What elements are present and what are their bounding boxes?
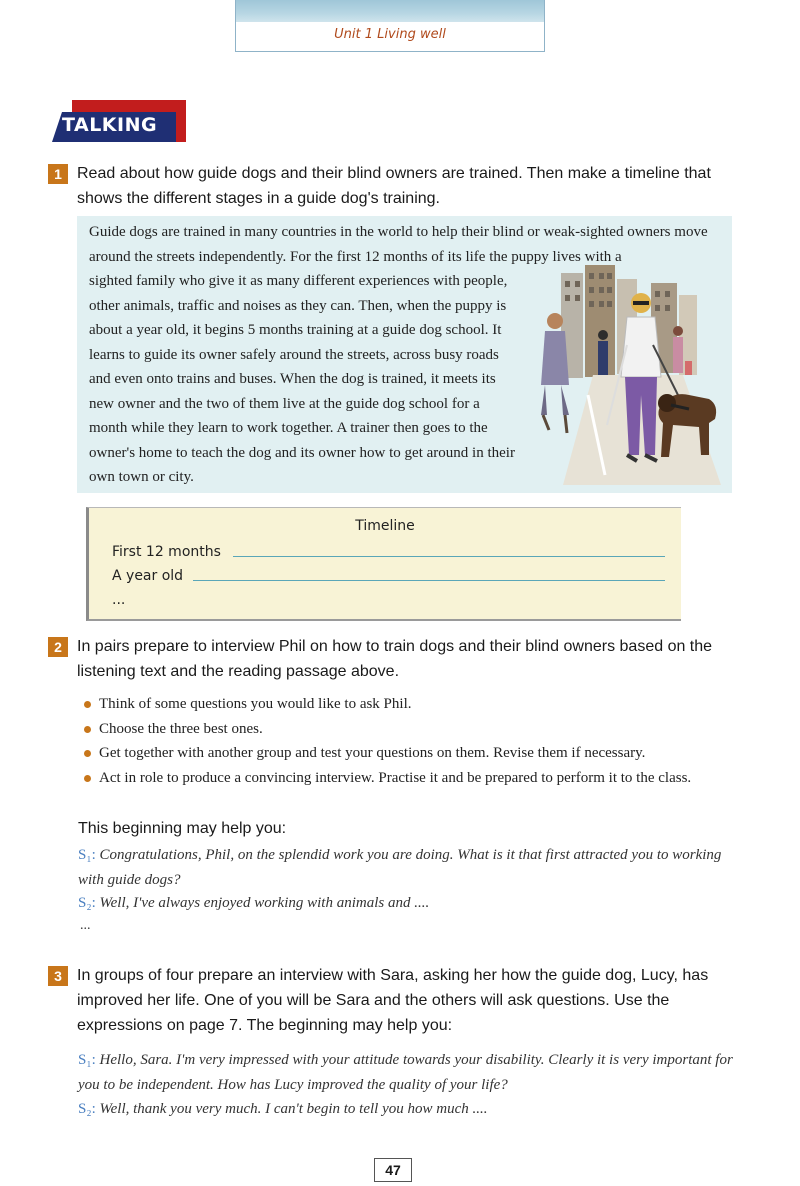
task-3-instruction: In groups of four prepare an interview with Sara, asking her how the guide dog, Lucy, has improved her life. One of you will be Sara and the others will ask questions. Use the expressions on page 7. The beginning may help you: [77,967,709,1034]
task-2-steps [82,692,742,790]
timeline-answer-line-1[interactable] [233,556,665,557]
timeline-row-a-year-old: A year old [112,568,184,584]
task-1-instruction: Read about how guide dogs and their blind owners are trained. Then make a timeline that shows the different stages in a guide dog's training. [77,165,711,207]
task-3-dialog-line-2 [78,1097,738,1122]
dialog-text: Congratulations, Phil, on the splendid work you are doing. What is it that first attracted you to working with guide dogs? [78,847,722,888]
timeline-title: Timeline [355,518,415,534]
list-item: Think of some questions you would like to ask Phil. [82,692,742,717]
list-item: Choose the three best ones. [82,717,742,742]
task-2-instruction: In pairs prepare to interview Phil on how to train dogs and their blind owners based on the listening text and the reading passage above. [77,638,713,680]
speaker-label: S₂: [78,1101,96,1117]
unit-banner [235,0,545,52]
task-2-dialog-line-2 [78,891,738,916]
speaker-label: S₁: [78,847,96,863]
list-item: Get together with another group and test your questions on them. Revise them if necessary. [82,741,742,766]
speaker-label: S₁: [78,1052,96,1068]
beginning-label: This beginning may help you: [78,820,287,837]
timeline-row-ellipsis: ... [112,592,126,608]
section-heading [52,100,186,144]
guide-dog-illustration [533,265,721,485]
dialog-text: Hello, Sara. I'm very impressed with your attitude towards your disability. Clearly it is very important for you to be independent. How has Lucy improved the quality of your life? [78,1052,733,1093]
unit-title: Unit 1 Living well [334,27,446,42]
task-number-1: 1 [48,164,68,184]
dialog-text: Well, I've always enjoyed working with animals and .... [99,895,430,911]
task-number-3: 3 [48,966,68,986]
list-item: Act in role to produce a convincing interview. Practise it and be prepared to perform it to the class. [82,766,742,791]
dialog-ellipsis: ... [80,918,91,933]
timeline-row-first-12-months: First 12 months [112,544,221,560]
water-strip-image [236,0,544,22]
task-number-2: 2 [48,637,68,657]
task-3-dialog-line-1 [78,1048,743,1097]
page-number: 47 [374,1158,412,1182]
timeline-box [86,507,681,621]
dialog-text: Well, thank you very much. I can't begin to tell you how much .... [99,1101,488,1117]
speaker-label: S₂: [78,895,96,911]
section-title: TALKING [62,114,158,136]
reading-lead: Guide dogs are trained in many countries in the world to help their blind or weak-sighted owners move around the streets independently. For the first 12 months of its life the puppy lives with a [89,224,708,265]
woman-in-grey [541,313,569,433]
timeline-answer-line-2[interactable] [193,580,665,581]
reading-body: sighted family who give it as many different experiences with people, other animals, traffic and noises as they can. Then, when the puppy is about a year old, it begins 5 months training at a guide dog school. It learns to guide its owner safely around the streets, across busy roads and even onto trains and buses. When the dog is trained, it meets its new owner and the two of them live at the guide dog school for a month while they learn to work together. A trainer then goes to the owner's home to teach the dog and its owner how to get around in their own town or city. [89,273,515,485]
task-2-dialog-line-1 [78,843,738,892]
